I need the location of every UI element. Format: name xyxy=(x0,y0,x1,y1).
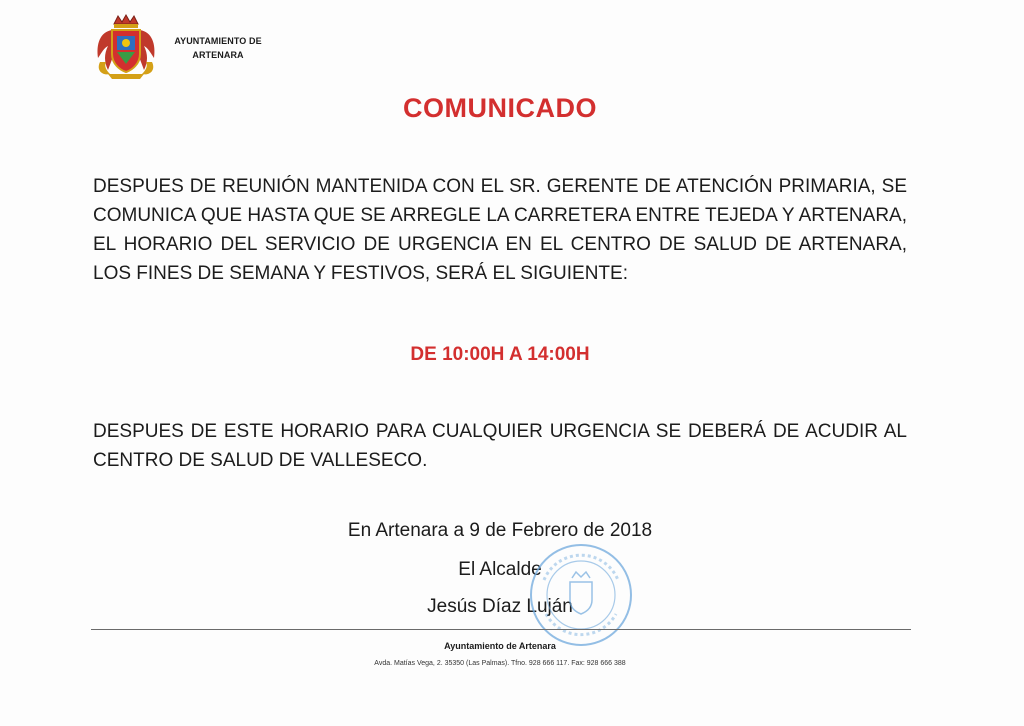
org-line-1: AYUNTAMIENTO DE xyxy=(174,36,262,46)
date-line: En Artenara a 9 de Febrero de 2018 xyxy=(347,520,653,541)
notice-paragraph-2: DESPUES DE ESTE HORARIO PARA CUALQUIER URGENCIA SE DEBERÁ DE ACUDIR AL CENTRO DE SALUD DE VALLESECO. xyxy=(93,421,907,471)
official-stamp-icon xyxy=(526,540,636,650)
organization-name xyxy=(158,34,278,62)
signer-name: Jesús Díaz Luján xyxy=(427,596,573,617)
document-title: COMUNICADO xyxy=(403,93,597,123)
footer-organization: Ayuntamiento de Artenara xyxy=(444,641,556,651)
footer-divider xyxy=(91,629,911,630)
footer-address: Avda. Matías Vega, 2. 35350 (Las Palmas). Tfno. 928 666 117. Fax: 928 666 388 xyxy=(374,660,626,667)
coat-of-arms-icon xyxy=(94,14,158,80)
org-line-2: ARTENARA xyxy=(192,50,244,60)
schedule-hours: DE 10:00H A 14:00H xyxy=(410,344,590,365)
notice-paragraph-1: DESPUES DE REUNIÓN MANTENIDA CON EL SR. GERENTE DE ATENCIÓN PRIMARIA, SE COMUNICA QUE HASTA QUE SE ARREGLE LA CARRETERA ENTRE TEJEDA Y ARTENARA, EL HORARIO DEL SERVICIO DE URGENCIA EN EL CENTRO DE SALUD DE ARTENARA, LOS FINES DE SEMANA Y FESTIVOS, SERÁ EL SIGUIENTE: xyxy=(93,176,907,284)
signer-role: El Alcalde xyxy=(458,559,542,580)
letterhead xyxy=(94,14,294,80)
